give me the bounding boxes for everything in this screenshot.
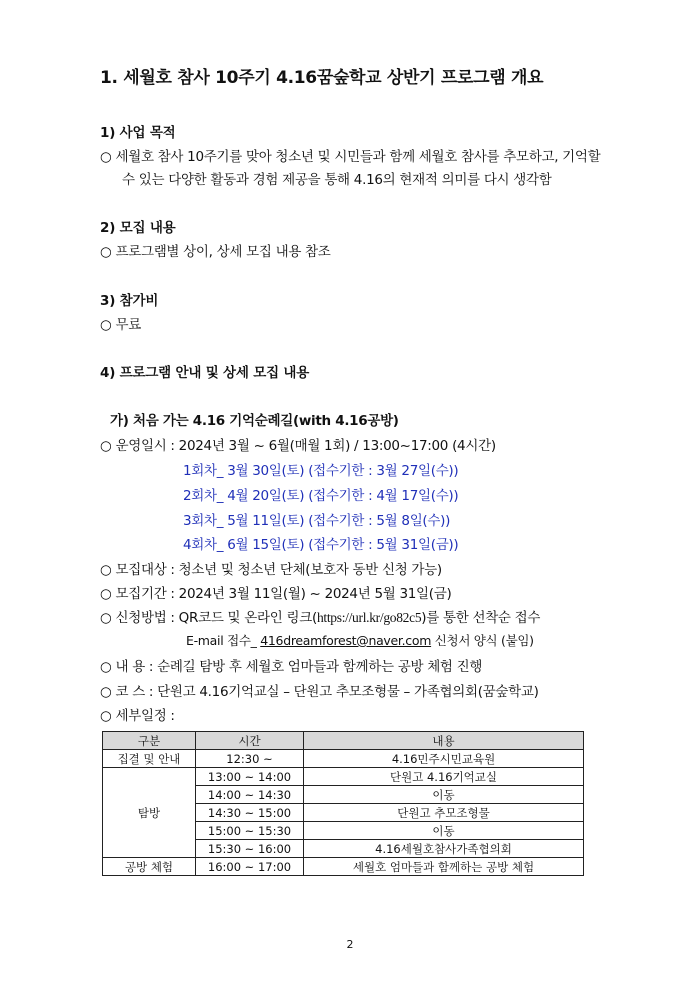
row-content: 이동: [304, 822, 584, 840]
apply-link[interactable]: https://url.kr/go82c5: [316, 610, 422, 625]
page-number: 2: [346, 938, 354, 951]
table-header-category: 구분: [103, 732, 196, 750]
session-2: 2회차_ 4월 20일(토) (접수기한 : 4월 17일(수)): [183, 488, 459, 504]
recruit-text: ○ 프로그램별 상이, 상세 모집 내용 참조: [100, 244, 331, 260]
row-time: 15:30 ~ 16:00: [196, 840, 304, 858]
row-time: 14:30 ~ 15:00: [196, 804, 304, 822]
row-content: 세월호 엄마들과 함께하는 공방 체험: [304, 858, 584, 876]
table-header-row: [103, 732, 584, 750]
fee-text: ○ 무료: [100, 317, 141, 333]
session-4: 4회차_ 6월 15일(토) (접수기한 : 5월 31일(금)): [183, 537, 459, 553]
section-fee-heading: 3) 참가비: [100, 293, 159, 309]
email-address-link[interactable]: 416dreamforest@naver.com: [260, 633, 432, 648]
apply-method-prefix: ○ 신청방법 : QR코드 및 온라인 링크(: [100, 610, 317, 626]
schedule-table: [102, 731, 584, 876]
table-row: [103, 858, 584, 876]
apply-method: [100, 606, 540, 626]
page-title: 1. 세월호 참사 10주기 4.16꿈숲학교 상반기 프로그램 개요: [100, 68, 544, 88]
purpose-text-line2: 수 있는 다양한 활동과 경험 제공을 통해 4.16의 현재적 의미를 다시 생각함: [122, 172, 552, 188]
row-content: 4.16세월호참사가족협의회: [304, 840, 584, 858]
section-purpose-heading: 1) 사업 목적: [100, 125, 176, 141]
email-apply: [186, 631, 534, 649]
table-row: [103, 768, 584, 786]
row-content: 4.16민주시민교육원: [304, 750, 584, 768]
table-row: [103, 750, 584, 768]
session-1: 1회차_ 3월 30일(토) (접수기한 : 3월 27일(수)): [183, 463, 459, 479]
email-prefix: E-mail 접수_: [186, 633, 261, 648]
section-recruit-heading: 2) 모집 내용: [100, 220, 176, 236]
program-content: ○ 내 용 : 순례길 탐방 후 세월호 엄마들과 함께하는 공방 체험 진행: [100, 659, 483, 675]
schedule-label: ○ 세부일정 :: [100, 708, 175, 724]
session-3: 3회차_ 5월 11일(토) (접수기한 : 5월 8일(수)): [183, 513, 451, 529]
row-time: 14:00 ~ 14:30: [196, 786, 304, 804]
apply-method-suffix: )를 통한 선착순 접수: [421, 610, 541, 626]
row-category: 공방 체험: [103, 858, 196, 876]
program-course: ○ 코 스 : 단원고 4.16기억교실 – 단원고 추모조형물 – 가족협의회(꿈숲학교): [100, 684, 539, 700]
table-header-time: 시간: [196, 732, 304, 750]
row-time: 13:00 ~ 14:00: [196, 768, 304, 786]
row-time: 16:00 ~ 17:00: [196, 858, 304, 876]
row-time: 12:30 ~: [196, 750, 304, 768]
row-content: 단원고 추모조형물: [304, 804, 584, 822]
purpose-text-line1: ○ 세월호 참사 10주기를 맞아 청소년 및 시민들과 함께 세월호 참사를 추모하고, 기억할: [100, 149, 601, 165]
email-suffix: 신청서 양식 (붙임): [431, 633, 534, 648]
program-subheading: 가) 처음 가는 4.16 기억순례길(with 4.16공방): [110, 413, 399, 429]
recruit-period: ○ 모집기간 : 2024년 3월 11일(월) ~ 2024년 5월 31일(금): [100, 586, 452, 602]
table-header-content: 내용: [304, 732, 584, 750]
operation-period: ○ 운영일시 : 2024년 3월 ~ 6월(매월 1회) / 13:00~17:00 (4시간): [100, 438, 496, 454]
row-category: 탐방: [103, 768, 196, 858]
row-time: 15:00 ~ 15:30: [196, 822, 304, 840]
row-content: 이동: [304, 786, 584, 804]
recruit-target: ○ 모집대상 : 청소년 및 청소년 단체(보호자 동반 신청 가능): [100, 562, 442, 578]
row-category: 집결 및 안내: [103, 750, 196, 768]
section-program-heading: 4) 프로그램 안내 및 상세 모집 내용: [100, 365, 310, 381]
row-content: 단원고 4.16기억교실: [304, 768, 584, 786]
